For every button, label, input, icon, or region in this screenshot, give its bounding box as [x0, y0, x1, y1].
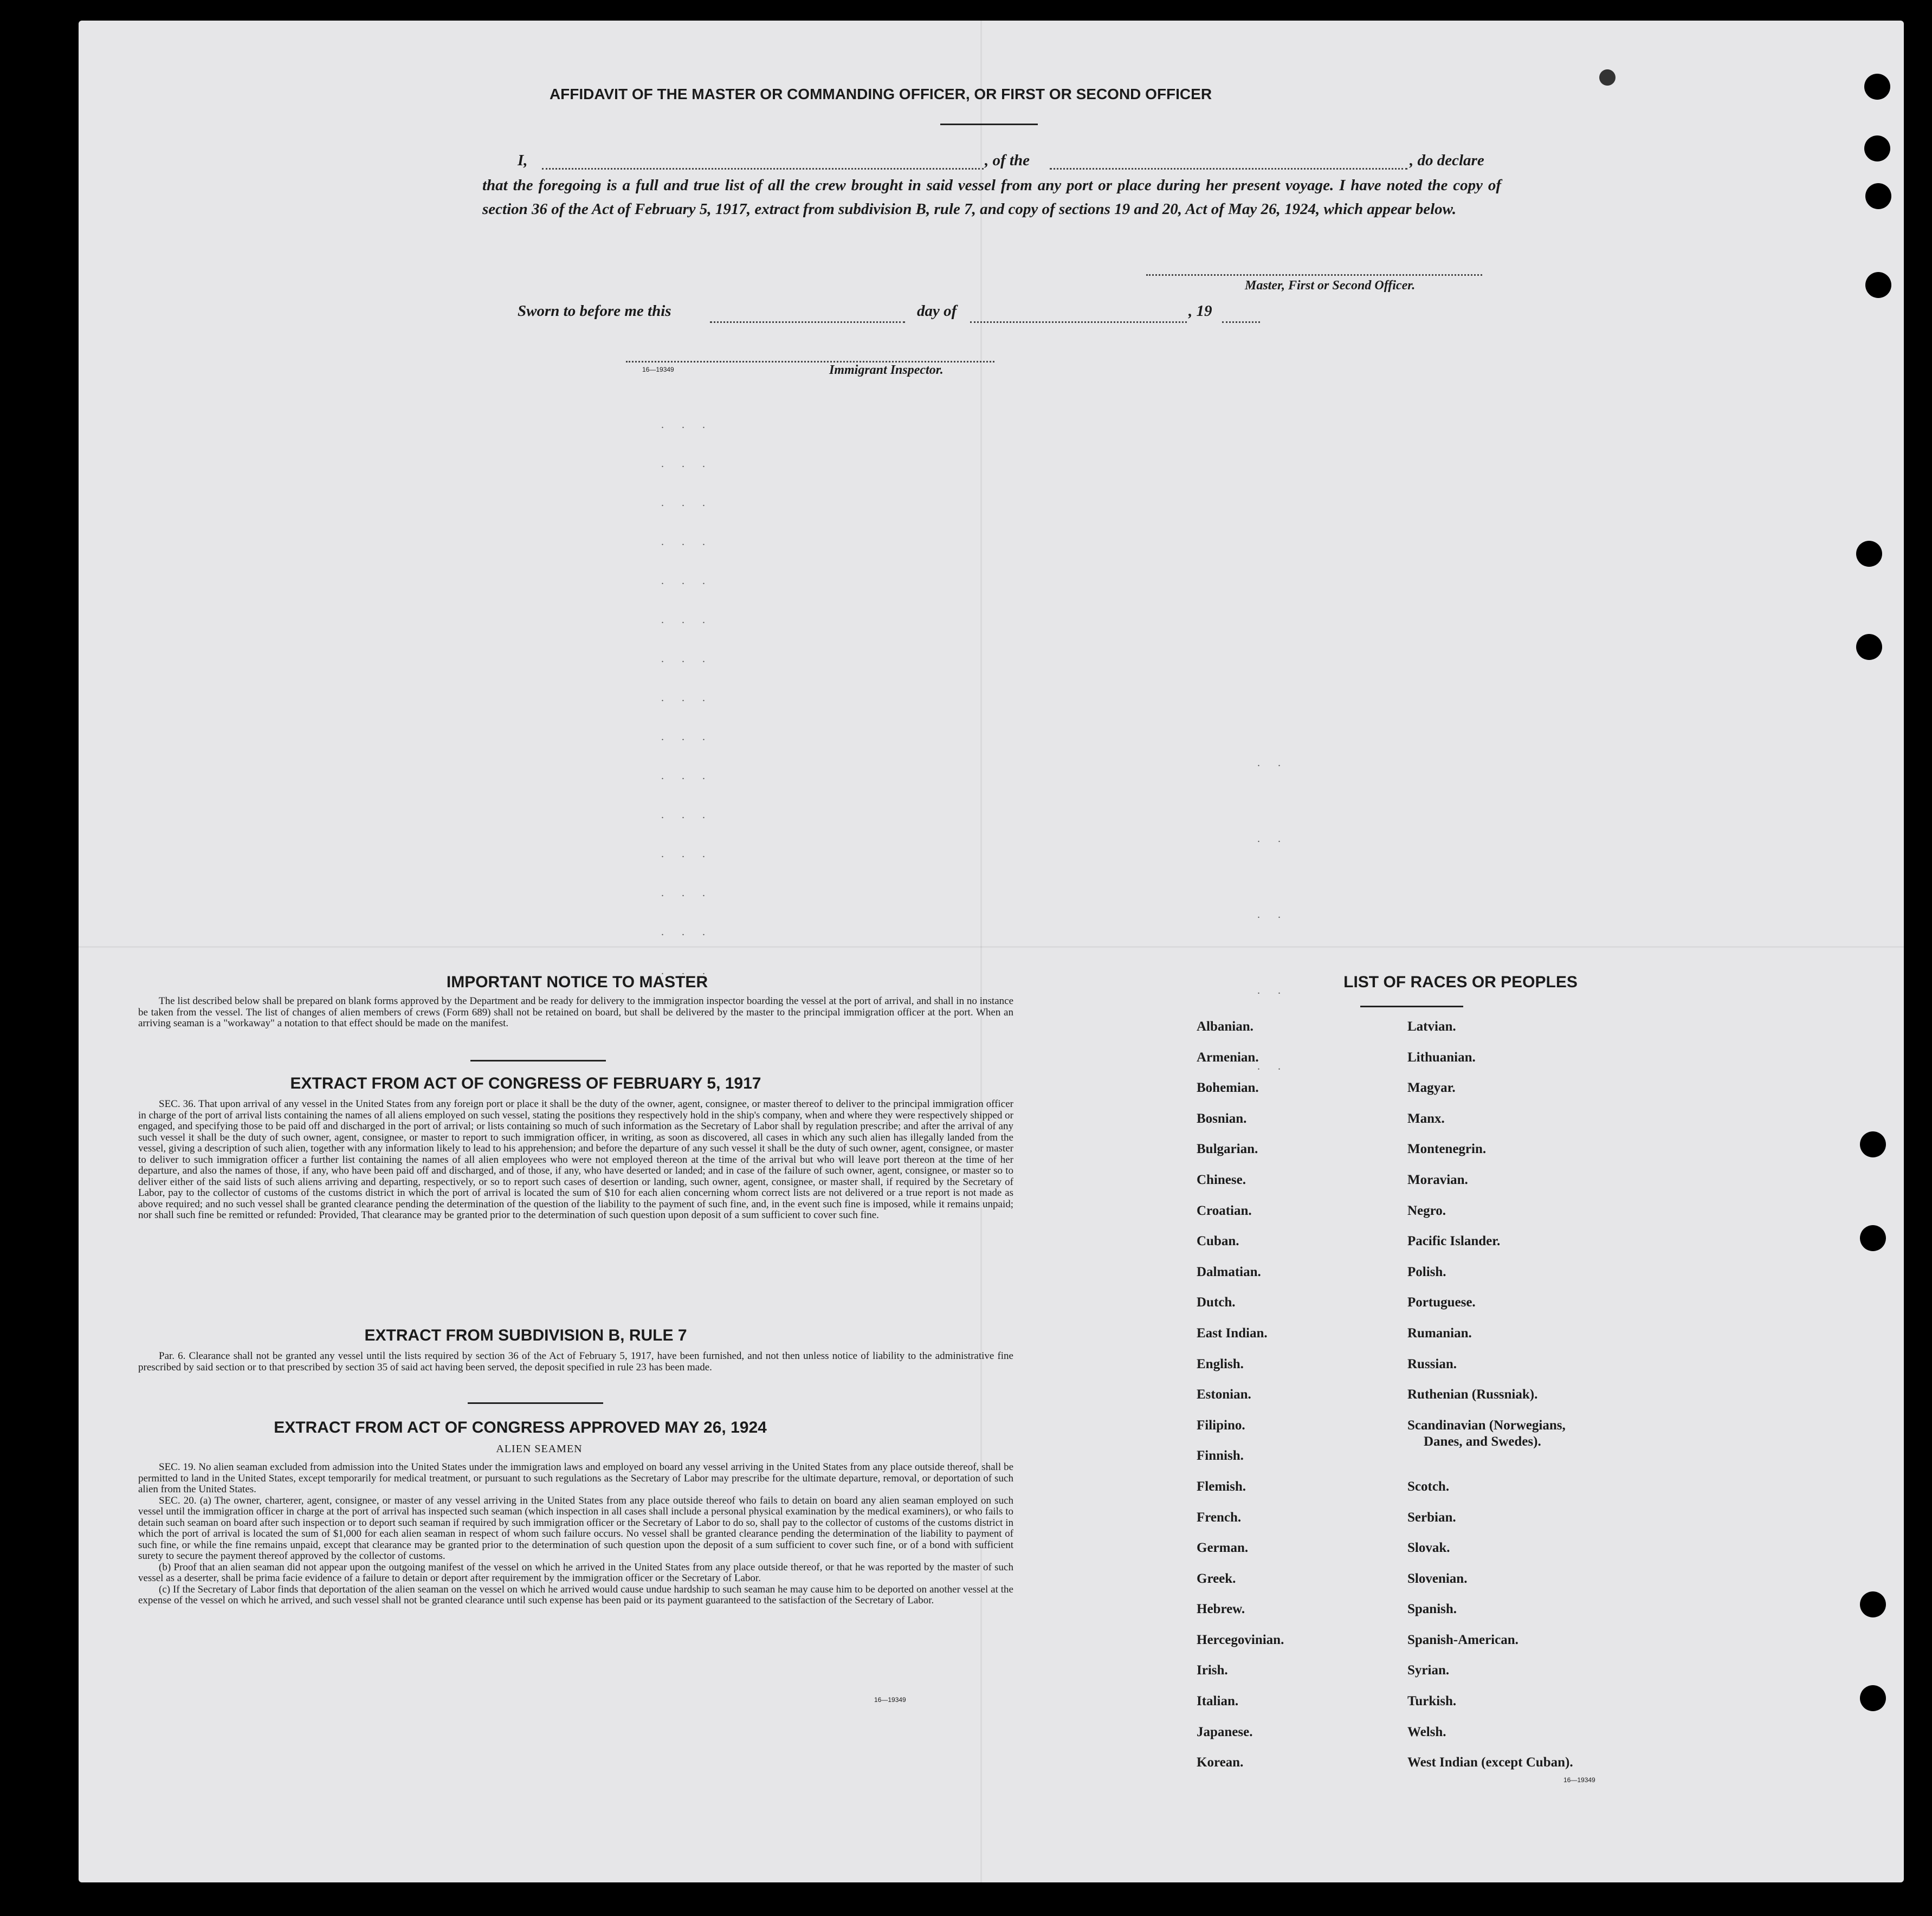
- race-item: Lithuanian.: [1407, 1050, 1476, 1065]
- section-divider-1: [470, 1060, 606, 1061]
- races-title: LIST OF RACES OR PEOPLES: [1343, 973, 1578, 991]
- race-item: Flemish.: [1197, 1479, 1246, 1494]
- race-item: Albanian.: [1197, 1019, 1253, 1034]
- punch-hole: [1856, 634, 1882, 660]
- race-item: Spanish.: [1407, 1602, 1457, 1617]
- race-item: Rumanian.: [1407, 1325, 1472, 1341]
- vessel-name-field[interactable]: [1050, 168, 1407, 170]
- race-item: Dalmatian.: [1197, 1264, 1261, 1279]
- extract-1917-body: [138, 1099, 1013, 1221]
- race-item: Turkish.: [1407, 1694, 1457, 1709]
- race-item: Ruthenian (Russniak).: [1407, 1387, 1538, 1402]
- declarant-name-field[interactable]: [542, 168, 984, 170]
- master-signature-field[interactable]: [1146, 274, 1482, 276]
- fold-line-horizontal: [79, 946, 1904, 948]
- extract-form-number: 16—19349: [874, 1696, 906, 1704]
- race-item: Estonian.: [1197, 1387, 1251, 1402]
- punch-hole: [1864, 135, 1890, 161]
- race-item: Moravian.: [1407, 1172, 1468, 1187]
- affidavit-title: AFFIDAVIT OF THE MASTER OR COMMANDING OFFICER, OR FIRST OR SECOND OFFICER: [549, 86, 1212, 102]
- race-item: English.: [1197, 1356, 1244, 1371]
- sworn-prefix: Sworn to before me this: [518, 302, 671, 320]
- race-item: Hercegovinian.: [1197, 1632, 1284, 1647]
- race-item: Spanish-American.: [1407, 1632, 1519, 1647]
- punch-hole: [1860, 1685, 1886, 1711]
- race-item: Slovak.: [1407, 1540, 1450, 1556]
- race-item: Hebrew.: [1197, 1602, 1245, 1617]
- extract-1917-title: EXTRACT FROM ACT OF CONGRESS OF FEBRUARY 5, 1917: [290, 1074, 761, 1092]
- race-item: Irish.: [1197, 1663, 1228, 1678]
- punch-hole: [1864, 74, 1890, 100]
- race-item: Greek.: [1197, 1571, 1236, 1586]
- title-underline: [940, 124, 1038, 125]
- alien-seamen-subtitle: ALIEN SEAMEN: [496, 1443, 583, 1455]
- races-title-underline: [1360, 1006, 1463, 1007]
- punch-hole: [1865, 272, 1891, 298]
- race-item: Bulgarian.: [1197, 1142, 1258, 1157]
- race-item: Russian.: [1407, 1356, 1457, 1371]
- race-item: Croatian.: [1197, 1203, 1252, 1218]
- race-item: Dutch.: [1197, 1295, 1236, 1310]
- race-item: Portuguese.: [1407, 1295, 1476, 1310]
- notice-text: The list described below shall be prepared on blank forms approved by the Department and be ready for delivery to the immigration inspector boarding the vessel at the port of arrival, and shall in no instance be taken from the vessel. The list of changes of alien members of crews (Form 689) shall not be retained on board, but shall be delivered by the master to the principal immigration officer at the port. When an arriving seaman is a "workaway" a notation to that effect should be made on the manifest.: [138, 995, 1013, 1029]
- sec20a-text: SEC. 20. (a) The owner, charterer, agent, consignee, or master of any vessel arriving in the United States from any place outside thereof who fails to detain on board any alien seaman employed on such vessel until the immigration officer in charge at the port of arrival has inspected such seaman (which inspection in all cases shall include a personal physical examination by the medical examiners), or who fails to detain such seaman on board after such inspection or to deport such seaman if required by such immigration officer or the Secretary of Labor to do so, shall pay to the collector of customs of the customs district in which the port of arrival is located the sum of $1,000 for each alien seaman in respect of whom such failure occurs. No vessel shall be granted clearance pending the determination of the liability to payment of such fine, or while the fine remains unpaid, except that clearance may be granted prior to the determination of such question upon the deposit of a sum sufficient to cover such fine, or of a bond with sufficient surety to secure the payment thereof approved by the collector of customs.: [138, 1494, 1013, 1562]
- races-form-number: 16—19349: [1563, 1776, 1595, 1784]
- race-item: Japanese.: [1197, 1724, 1253, 1739]
- sworn-day-of: day of: [917, 302, 957, 320]
- race-item: Scandinavian (Norwegians,: [1407, 1417, 1566, 1433]
- extract-rule7-title: EXTRACT FROM SUBDIVISION B, RULE 7: [364, 1326, 687, 1344]
- race-item: French.: [1197, 1510, 1242, 1525]
- rule7-text: Par. 6. Clearance shall not be granted any vessel until the lists required by section 36 of the Act of February 5, 1917, have been furnished, and not then unless notice of liability to the administrative fine prescribed by said section or to that prescribed by section 35 of said act having been served, the deposit specified in rule 23 has been made.: [138, 1350, 1013, 1373]
- race-item: German.: [1197, 1540, 1249, 1556]
- race-item: Magyar.: [1407, 1080, 1456, 1096]
- extract-1924-body: [138, 1462, 1013, 1607]
- sec20b-text: (b) Proof that an alien seaman did not appear upon the outgoing manifest of the vessel on which he arrived in the United States from any place outside thereof, or that he was reported by the master of such vessel as a deserter, shall be prima facie evidence of a failure to detain or deport after requirement by the immigration officer or the Secretary of Labor.: [138, 1561, 1013, 1584]
- race-item: Latvian.: [1407, 1019, 1456, 1034]
- race-item: Manx.: [1407, 1111, 1445, 1126]
- sworn-year-prefix: , 19: [1188, 302, 1212, 320]
- vessel-prefix: , of the: [985, 152, 1030, 169]
- races-left-column: [1197, 1019, 1284, 1786]
- race-item: Bohemian.: [1197, 1080, 1259, 1096]
- affidavit-body: that the foregoing is a full and true list of all the crew brought in said vessel from any port or place during her present voyage. I have noted the copy of section 36 of the Act of February 5, 1917, extract from subdivision B, rule 7, and copy of sections 19 and 20, Act of May 26, 1924, which appear below.: [482, 177, 1501, 218]
- race-item: Bosnian.: [1197, 1111, 1247, 1126]
- extract-rule7-body: [138, 1351, 1013, 1373]
- punch-hole: [1860, 1225, 1886, 1251]
- punch-hole: [1856, 541, 1882, 567]
- race-item: Finnish.: [1197, 1448, 1244, 1464]
- inspector-signature-field[interactable]: [626, 361, 994, 363]
- races-right-column: [1407, 1019, 1573, 1786]
- race-item: Slovenian.: [1407, 1571, 1468, 1586]
- sec20c-text: (c) If the Secretary of Labor finds that deportation of the alien seaman on the vessel on which he arrived would cause undue hardship to such seaman he may cause him to be deported on another vessel at the expense of the vessel on which he arrived, and such vessel shall not be granted clearance until such expense has been paid or its payment guaranteed to the satisfaction of the Secretary of Labor.: [138, 1583, 1013, 1606]
- race-item: Danes, and Swedes).: [1424, 1434, 1541, 1449]
- race-item: Armenian.: [1197, 1050, 1259, 1065]
- race-item: Italian.: [1197, 1694, 1239, 1709]
- race-item: Serbian.: [1407, 1510, 1456, 1525]
- bleed-through-marks-left: . . . . . . . . . . . . . . . . . . . . . . . . . . . . . . . . . . . . . . . . . . . . .: [661, 419, 713, 977]
- inspector-signature-label: Immigrant Inspector.: [829, 363, 944, 377]
- sworn-year-field[interactable]: [1222, 321, 1260, 323]
- race-item: Filipino.: [1197, 1417, 1245, 1433]
- declare-suffix: , do declare: [1410, 152, 1484, 169]
- punch-hole: [1865, 183, 1891, 209]
- extract-1924-title: EXTRACT FROM ACT OF CONGRESS APPROVED MAY 26, 1924: [274, 1419, 767, 1436]
- sworn-month-field[interactable]: [970, 321, 1187, 323]
- declarant-prefix: I,: [518, 152, 528, 169]
- race-item: Pacific Islander.: [1407, 1234, 1501, 1249]
- document-sheet: [79, 21, 1904, 1882]
- race-item: Negro.: [1407, 1203, 1446, 1218]
- notice-title: IMPORTANT NOTICE TO MASTER: [446, 973, 708, 991]
- notice-body: [138, 996, 1013, 1030]
- punch-hole: [1860, 1131, 1886, 1157]
- affidavit-form-number: 16—19349: [642, 366, 674, 373]
- punch-hole: [1860, 1591, 1886, 1617]
- race-item: Polish.: [1407, 1264, 1446, 1279]
- race-item: Syrian.: [1407, 1663, 1450, 1678]
- race-item: Korean.: [1197, 1755, 1244, 1770]
- race-item: Welsh.: [1407, 1724, 1446, 1739]
- race-item: Montenegrin.: [1407, 1142, 1487, 1157]
- race-item: East Indian.: [1197, 1325, 1268, 1341]
- race-item: Chinese.: [1197, 1172, 1246, 1187]
- punch-hole: [1599, 69, 1616, 86]
- sworn-day-field[interactable]: [710, 321, 905, 323]
- sec36-text: SEC. 36. That upon arrival of any vessel in the United States from any foreign port or place it shall be the duty of the owner, agent, consignee, or master thereof to deliver to the principal immigration officer in charge of the port of arrival lists containing the names of all aliens employed on such vessel, stating the positions they respectively hold in the ship's company, when and where they were respectively shipped or engaged, and specifying those to be paid off and discharged in the port of arrival; or lists containing so much of such information as the Secretary of Labor shall by regulation prescribe; and after the arrival of any such vessel it shall be the duty of such owner, agent, consignee, or master to report to such immigration officer, in writing, as soon as discovered, all cases in which any such alien has illegally landed from the vessel, giving a description of such alien, together with any information likely to lead to his apprehension; and before the departure of any such vessel it shall be the duty of such owner, agent, consignee, or master to deliver to such immigration officer a further list containing the names of all alien employees who were not employed thereon at the time of the arrival but who will leave port thereon at the time of her departure, and also the names of those, if any, who have been paid off and discharged, and of those, if any, who have deserted or landed; and in case of the failure of such owner, agent, consignee, or master so to deliver either of the said lists of such aliens arriving and departing, respectively, or so to report such cases of desertion or landing, such owner, agent, consignee, or master shall, if required by the Secretary of Labor, pay to the collector of customs of the customs district in which the port of arrival is located the sum of $10 for each alien concerning whom correct lists are not delivered or a true report is not made as above required; and no such vessel shall be granted clearance pending the determination of the question of the liability to the payment of such fine, and, in the event such fine is imposed, while it remains unpaid; nor shall such fine be remitted or refunded: Provided, That clearance may be granted prior to the determination of such question upon deposit of a sum sufficient to cover such fine.: [138, 1098, 1013, 1221]
- race-item: West Indian (except Cuban).: [1407, 1755, 1573, 1770]
- sec19-text: SEC. 19. No alien seaman excluded from admission into the United States under the immigration laws and employed on board any vessel arriving in the United States from any place outside thereof, shall be permitted to land in the United States, except temporarily for medical treatment, or pursuant to such regulations as the Secretary of Labor may prescribe for the ultimate departure, removal, or deportation of such alien from the United States.: [138, 1461, 1013, 1495]
- race-item: Scotch.: [1407, 1479, 1450, 1494]
- section-divider-2: [468, 1402, 603, 1404]
- bleed-through-marks-right: . . . . . . . . . .: [1257, 757, 1288, 1072]
- race-item: Cuban.: [1197, 1234, 1239, 1249]
- master-signature-label: Master, First or Second Officer.: [1245, 279, 1416, 293]
